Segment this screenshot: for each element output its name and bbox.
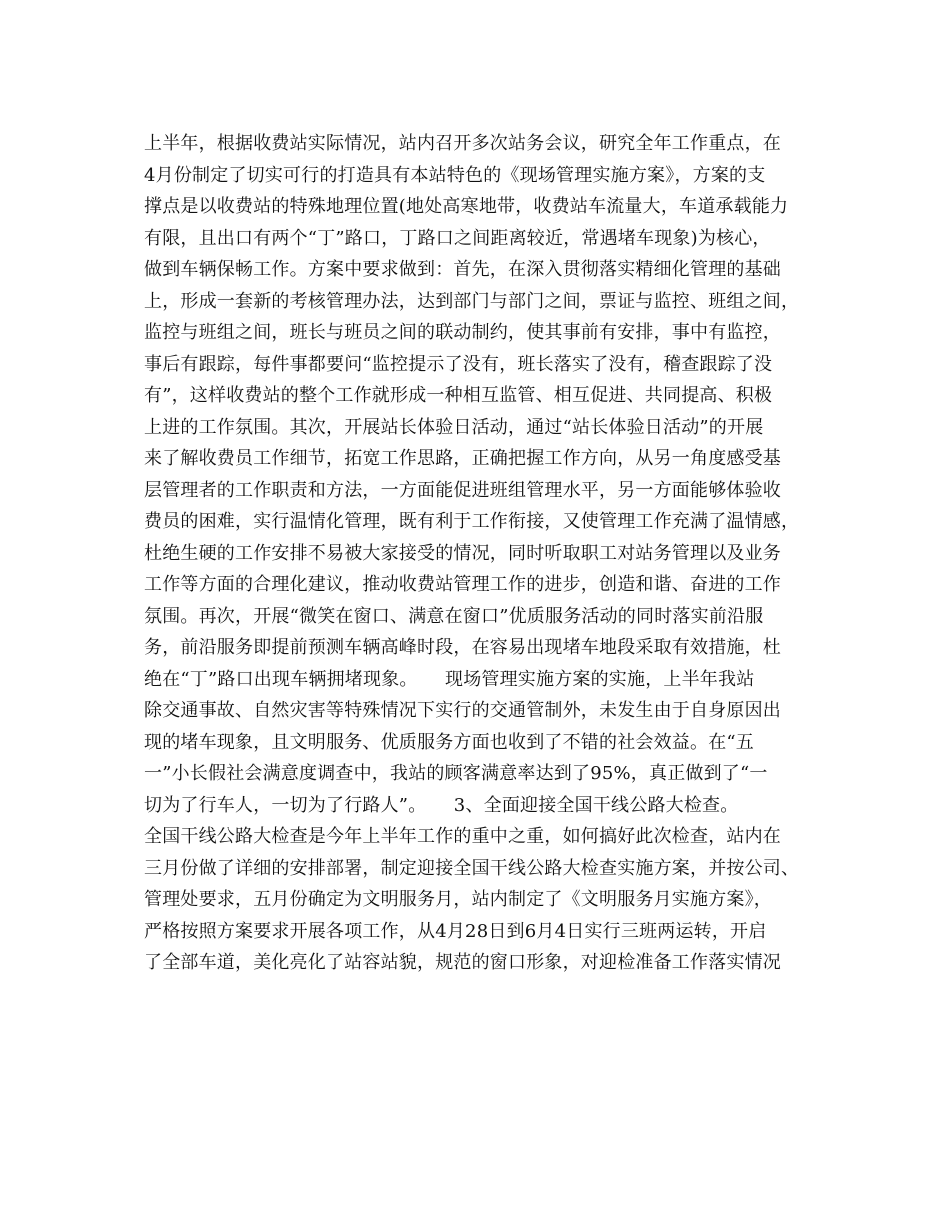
- text-line-16: 氛围。再次，开展“微笑在窗口、满意在窗口”优质服务活动的同时落实前沿服: [144, 605, 764, 627]
- text-line-11: 来了解收费员工作细节，拓宽工作思路，正确把握工作方向，从另一角度感受基: [144, 448, 781, 469]
- text-line-23: 全国干线公路大检查是今年上半年工作的重中之重，如何搞好此次检查，站内在: [144, 826, 781, 847]
- text-line-8: 事后有跟踪，每件事都要问“监控提示了没有，班长落实了没有，稽查跟踪了没: [144, 353, 773, 375]
- text-line-5: 做到车辆保畅工作。方案中要求做到：首先，在深入贯彻落实精细化管理的基础: [144, 259, 781, 280]
- text-line-9: 有”，这样收费站的整个工作就形成一种相互监管、相互促进、共同提高、积极: [144, 385, 773, 406]
- text-line-27: 了全部车道，美化亮化了站容站貌，规范的窗口形象，对迎检准备工作落实情况: [144, 952, 781, 973]
- text-line-14: 杜绝生硬的工作安排不易被大家接受的情况，同时听取职工对站务管理以及业务: [144, 542, 781, 564]
- text-line-12: 层管理者的工作职责和方法，一方面能促进班组管理水平，另一方面能够体验收: [144, 479, 781, 501]
- text-line-2: 4月份制定了切实可行的打造具有本站特色的《现场管理实施方案》，方案的支: [144, 164, 766, 186]
- text-line-24: 三月份做了详细的安排部署，制定迎接全国干线公路大检查实施方案，并按公司、: [144, 857, 800, 879]
- text-line-26: 严格按照方案要求开展各项工作，从4月28日到6月4日实行三班两运转，开启: [144, 920, 767, 942]
- text-line-25: 管理处要求，五月份确定为文明服务月，站内制定了《文明服务月实施方案》，: [144, 889, 772, 910]
- text-line-13: 费员的困难，实行温情化管理，既有利于工作衔接，又使管理工作充满了温情感，: [144, 511, 800, 532]
- text-line-1: 上半年，根据收费站实际情况，站内召开多次站务会议，研究全年工作重点，在: [144, 133, 781, 154]
- body-text: [144, 128, 824, 979]
- text-line-7: 监控与班组之间，班长与班员之间的联动制约，使其事前有安排，事中有监控，: [144, 322, 781, 343]
- text-line-19: 除交通事故、自然灾害等特殊情况下实行的交通管制外，未发生由于自身原因出: [144, 700, 781, 721]
- text-line-10: 上进的工作氛围。其次，开展站长体验日活动，通过“站长体验日活动”的开展: [144, 416, 764, 438]
- text-line-18: 绝在“丁”路口出现车辆拥堵现象。 现场管理实施方案的实施，上半年我站: [144, 668, 755, 690]
- text-line-20: 现的堵车现象，且文明服务、优质服务方面也收到了不错的社会效益。在“五: [144, 731, 754, 753]
- text-line-17: 务，前沿服务即提前预测车辆高峰时段，在容易出现堵车地段采取有效措施，杜: [144, 637, 781, 658]
- text-line-3: 撑点是以收费站的特殊地理位置(地处高寒地带，收费站车流量大，车道承载能力: [144, 196, 789, 217]
- text-line-4: 有限，且出口有两个“丁”路口，丁路口之间距离较近，常遇堵车现象)为核心，: [144, 227, 771, 249]
- text-line-21: 一”小长假社会满意度调查中，我站的顾客满意率达到了95%，真正做到了“一: [144, 763, 768, 784]
- text-line-15: 工作等方面的合理化建议，推动收费站管理工作的进步，创造和谐、奋进的工作: [144, 574, 781, 595]
- text-line-6: 上，形成一套新的考核管理办法，达到部门与部门之间，票证与监控、班组之间，: [144, 290, 800, 312]
- text-line-22: 切为了行车人，一切为了行路人”。 3、全面迎接全国干线公路大检查。: [144, 794, 739, 816]
